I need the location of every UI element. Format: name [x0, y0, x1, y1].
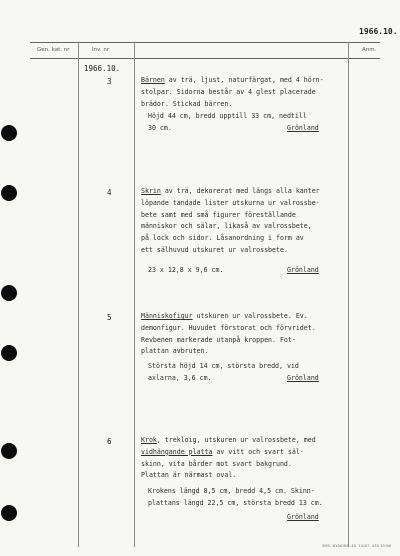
header-top-rule	[30, 42, 380, 43]
column-rule-inv	[134, 42, 135, 547]
entry-title: Skrin	[141, 187, 161, 195]
entry-number: 3	[107, 77, 112, 86]
entry-number: 5	[107, 313, 112, 322]
entry-date: 1966.10.	[84, 64, 121, 73]
entry-origin: Grönland	[287, 124, 319, 132]
punch-hole	[1, 285, 17, 301]
entry-number: 6	[107, 437, 112, 446]
entry-origin: Grönland	[287, 513, 319, 521]
entry-dimensions: 23 x 12,8 x 9,6 cm.	[148, 266, 224, 274]
header-bottom-rule	[30, 58, 380, 59]
col-header-anm: Anm.	[362, 47, 377, 53]
entry-title: Krok	[141, 436, 157, 444]
entry-title: Människofigur	[141, 312, 193, 320]
entry-description: Bärnen av trä, ljust, naturfärgat, med 4 hörn- stolpar. Sidorna består av 4 glest placerade brädor. Stickad bärren.	[141, 76, 324, 108]
entry-underlined-phrase: vidhängande platta	[141, 447, 213, 456]
col-header-inv: Inv. nr	[92, 47, 110, 53]
punch-hole	[1, 505, 17, 521]
entry-title: Bärnen	[141, 76, 165, 84]
punch-hole	[1, 185, 17, 201]
print-footer: SMS. NYAKIRA: 46. 10/67. 435 10 66	[322, 543, 392, 548]
entry-description: Människofigur utskuren ur valrossbete. Ev. demonfigur. Huvudet förstorat och förvridet. Revbenen markerade utanpå kroppen. Fot- plattan avbruten.	[141, 312, 316, 356]
entry-dimensions: Största höjd 14 cm, största bredd, vid axlarna, 3,6 cm.	[148, 362, 299, 382]
header-year: 1966.10.	[359, 27, 398, 36]
entry-description: Krok, trekloig, utskuren ur valrossbete, med vidhängande platta av vitt och svart säl- skinn, vita bårder mot svart bakgrund. Plattan är närmast oval.	[141, 436, 316, 480]
column-rule-anm	[348, 42, 349, 547]
entry-dimensions: Krokens längd 8,5 cm, bredd 4,5 cm. Skinn- plattans längd 22,5 cm, största bredd 13 cm.	[148, 487, 323, 507]
entry-description: Skrin av trä, dekorerat med längs alla kanter löpande tandade lister utskurna ur valrossbe- bete samt med små figurer föreställande människor och sälar, likaså av valrossbete, på lock och sidor. Låsanordning i form av ett sälhuvud utskuret ur valrossbete.	[141, 187, 320, 254]
entry-origin: Grönland	[287, 266, 319, 274]
punch-hole	[1, 345, 17, 361]
column-rule-gen	[78, 42, 79, 547]
entry-dimensions: Höjd 44 cm, bredd upptill 33 cm, nedtill 30 cm.	[148, 112, 307, 132]
punch-hole	[1, 443, 17, 459]
entry-origin: Grönland	[287, 374, 319, 382]
col-header-gen-kat: Gen. kat. nr	[37, 47, 70, 53]
punch-hole	[1, 125, 17, 141]
entry-number: 4	[107, 188, 112, 197]
